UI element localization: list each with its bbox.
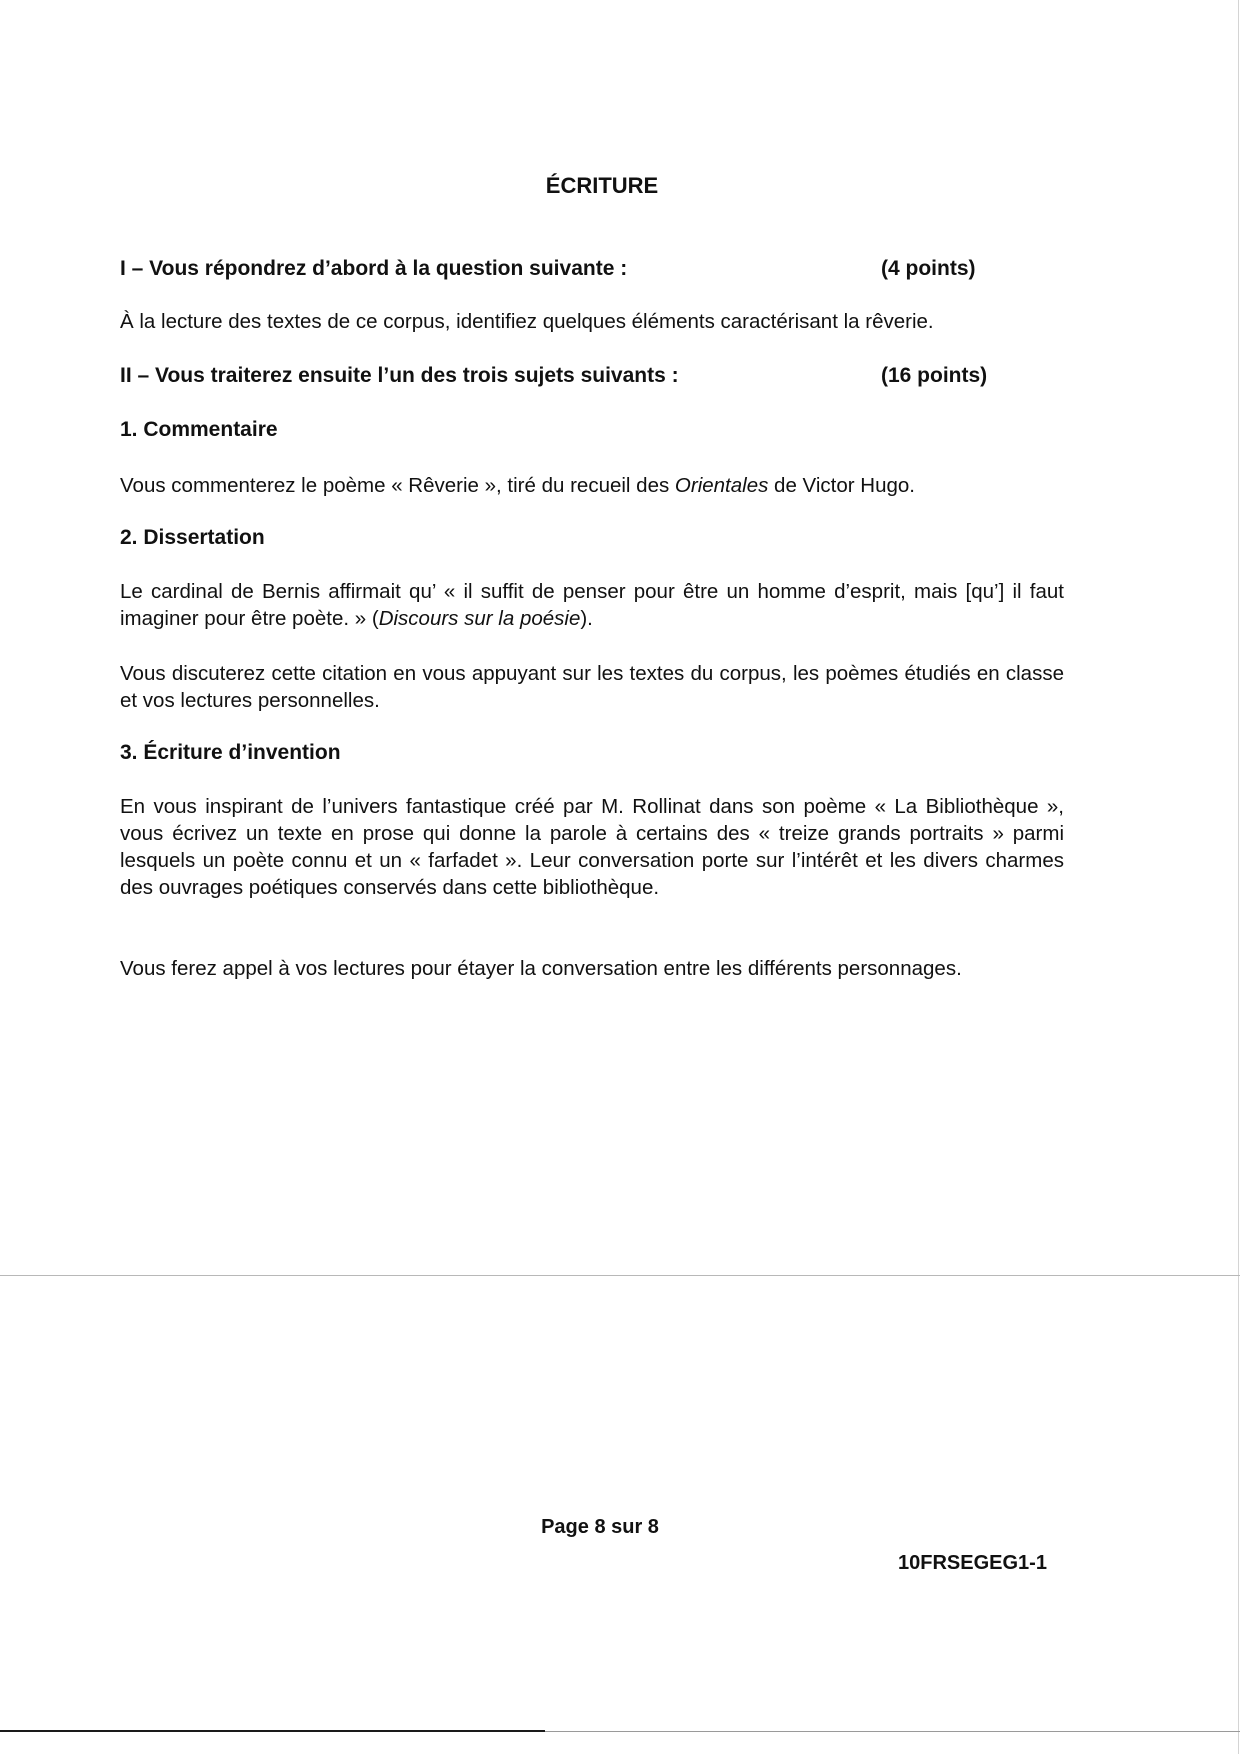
commentaire-text-end: de Victor Hugo. [768,474,915,497]
question-text: À la lecture des textes de ce corpus, identifiez quelques éléments caractérisant la rêverie. [120,310,934,333]
page-title: ÉCRITURE [545,173,659,198]
dissertation-source-title: Discours sur la poésie [378,607,581,630]
commentaire-work-title: Orientales [674,474,769,497]
dissertation-quote-end: ). [580,607,593,630]
invention-paragraph-1: En vous inspirant de l’univers fantastique créé par M. Rollinat dans son poème « La Bibliothèque », vous écrivez un texte en prose qui donne la parole à certains des « treize grands portraits » parmi lesquels un poète connu et un « farfadet ». Leur conversation porte sur l’intérêt et les divers charmes des ouvrages poétiques conservés dans cette bibliothèque. [120,795,1064,899]
page-edge [1238,0,1239,1754]
subjects-points: (16 points) [881,364,988,387]
commentaire-text-start: Vous commenterez le poème « Rêverie », tiré du recueil des [120,474,675,497]
page-number: Page 8 sur 8 [541,1516,659,1538]
question-points: (4 points) [881,257,976,280]
scan-edge-line [0,1730,545,1732]
scan-edge-line-faint [545,1731,1240,1732]
invention-paragraph-2: Vous ferez appel à vos lectures pour étayer la conversation entre les différents personnages. [120,957,962,980]
page-separator [0,1275,1240,1276]
commentaire-heading: 1. Commentaire [120,418,278,441]
dissertation-quote-text: Le cardinal de Bernis affirmait qu’ « il suffit de penser pour être un homme d’esprit, mais [qu’] il faut imaginer pour être poète. » ( [120,580,1064,630]
dissertation-quote [120,578,1064,632]
commentaire-text [120,472,1064,499]
document-code: 10FRSEGEG1-1 [898,1552,1047,1574]
question-heading: I – Vous répondrez d’abord à la question suivante : [120,257,628,280]
subjects-heading: II – Vous traiterez ensuite l’un des trois sujets suivants : [120,364,679,387]
dissertation-instruction: Vous discuterez cette citation en vous appuyant sur les textes du corpus, les poèmes étudiés en classe et vos lectures personnelles. [120,662,1064,712]
invention-heading: 3. Écriture d’invention [120,741,341,764]
dissertation-heading: 2. Dissertation [120,526,265,549]
